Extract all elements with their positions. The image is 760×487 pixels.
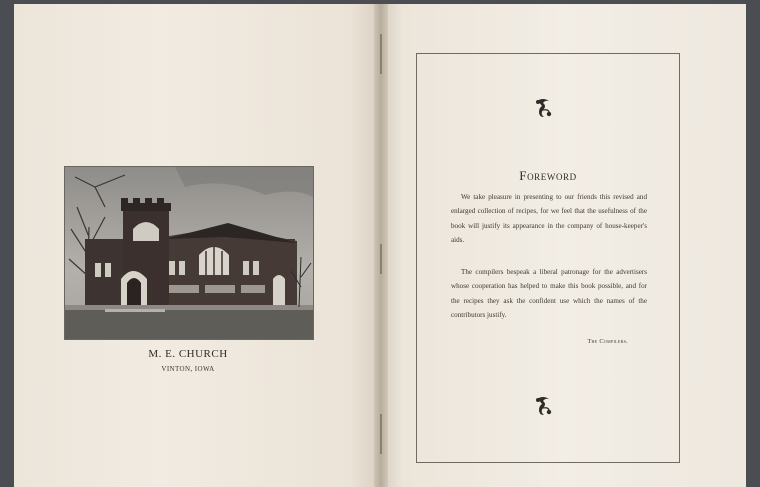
foreword-paragraph-2: The compilers bespeak a liberal patronage for the advertisers whose cooperation has helped to make this book possible, and for the recipes they ask the confident use which the names of the contributors justify. [451,268,647,319]
church-photo [64,166,314,340]
foreword-paragraph-1: We take pleasure in presenting to our friends this revised and enlarged collection of recipes, for we feel that the usefulness of the book will justify its appearance in the company of house-keeper's aids. [451,193,647,244]
binding-thread [380,414,382,454]
foreword-signature: The Compilers. [587,338,628,345]
foreword-heading: Foreword [519,168,577,183]
decorative-scroll-icon [531,96,555,120]
photo-caption-title: M. E. CHURCH [148,348,228,360]
binding-thread [380,244,382,274]
photo-caption-subtitle: VINTON, IOWA [161,365,215,373]
decorative-scroll-icon [531,394,555,418]
binding-thread [380,34,382,74]
